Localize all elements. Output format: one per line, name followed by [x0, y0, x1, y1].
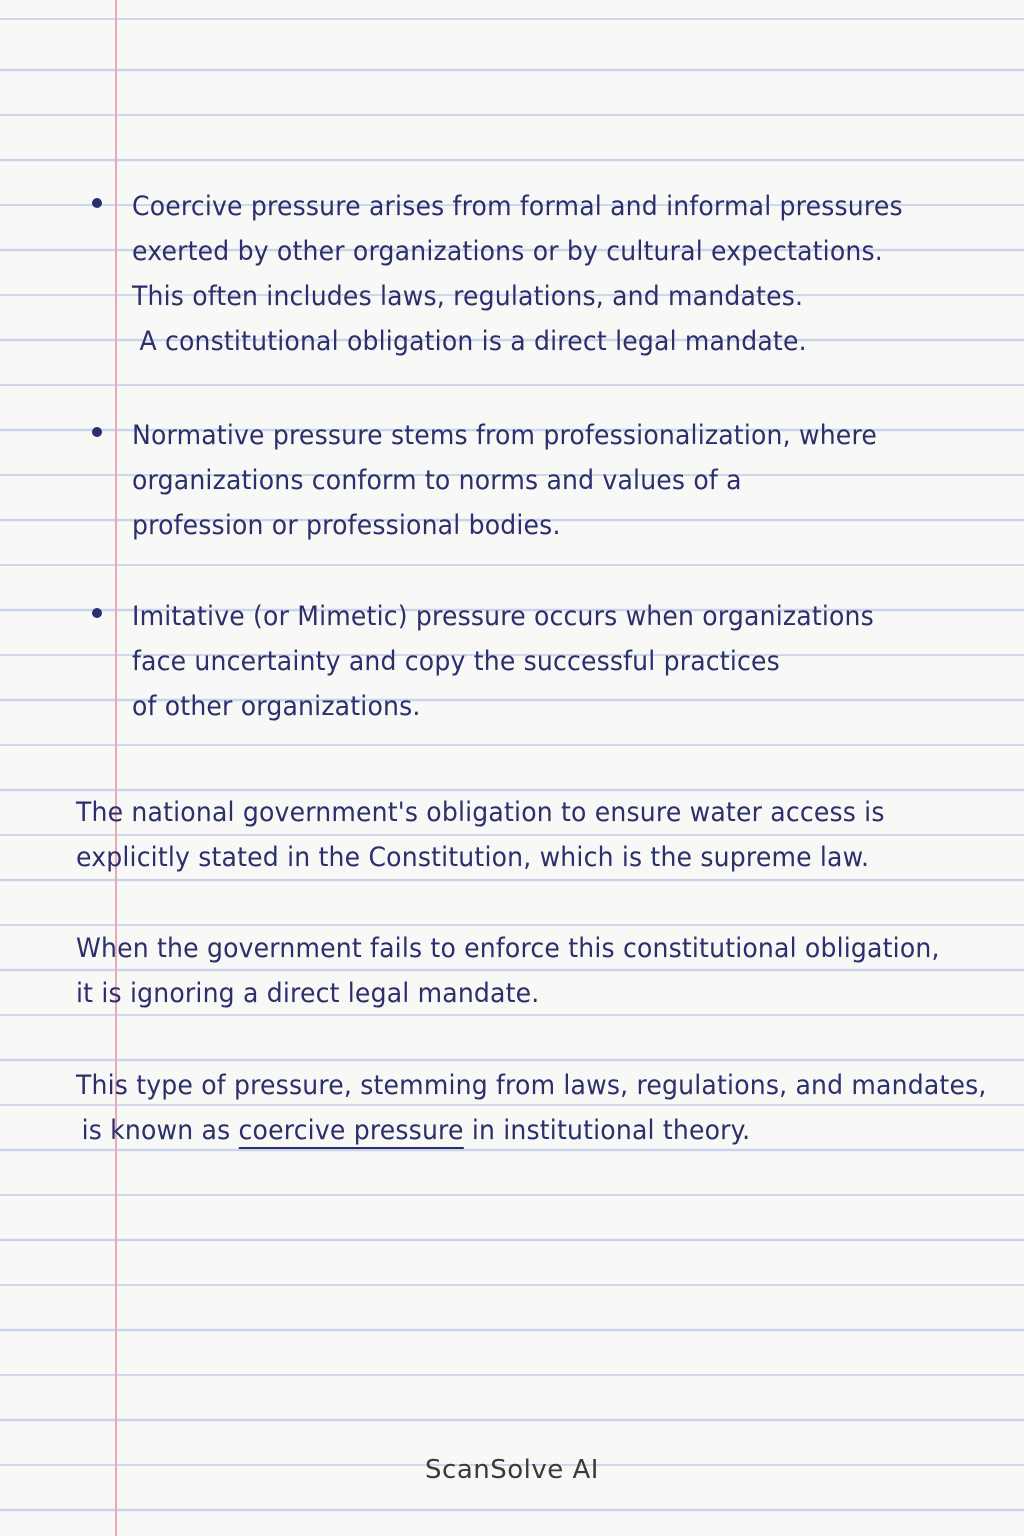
text-line: A constitutional obligation is a direct legal mandate. — [139, 326, 807, 357]
bullet-dot-icon — [92, 198, 102, 208]
paragraph-enforcement — [76, 926, 1006, 1016]
text-line: Coercive pressure arises from formal and informal pressures — [132, 191, 903, 222]
brand-watermark: ScanSolve AI — [425, 1455, 599, 1485]
text-segment: is known as — [81, 1115, 239, 1146]
text-line — [76, 1108, 941, 1153]
text-line: The national government's obligation to ensure water access is — [76, 797, 885, 828]
text-segment: in institutional theory. — [463, 1115, 751, 1146]
bullet-text — [132, 594, 982, 729]
paragraph-obligation — [76, 790, 1006, 880]
text-line: This type of pressure, stemming from laws, regulations, and mandates, — [76, 1070, 987, 1101]
text-line: exerted by other organizations or by cultural expectations. — [132, 236, 883, 267]
margin-line — [115, 0, 117, 1536]
text-line: organizations conform to norms and values of a — [132, 465, 742, 496]
text-line: face uncertainty and copy the successful practices — [132, 646, 780, 677]
text-line: Imitative (or Mimetic) pressure occurs when organizations — [132, 601, 874, 632]
text-line: of other organizations. — [132, 691, 421, 722]
bullet-dot-icon — [92, 608, 102, 618]
bullet-text — [132, 413, 982, 548]
paragraph-conclusion — [76, 1063, 1006, 1153]
text-line: Normative pressure stems from professionalization, where — [132, 420, 878, 451]
underlined-term: coercive pressure — [239, 1115, 464, 1149]
bullet-dot-icon — [92, 427, 102, 437]
bullet-text — [132, 184, 982, 364]
text-line: This often includes laws, regulations, and mandates. — [132, 281, 804, 312]
text-line: it is ignoring a direct legal mandate. — [76, 978, 540, 1009]
text-line: explicitly stated in the Constitution, which is the supreme law. — [76, 842, 870, 873]
text-line: profession or professional bodies. — [132, 510, 561, 541]
text-line: When the government fails to enforce this constitutional obligation, — [76, 933, 940, 964]
